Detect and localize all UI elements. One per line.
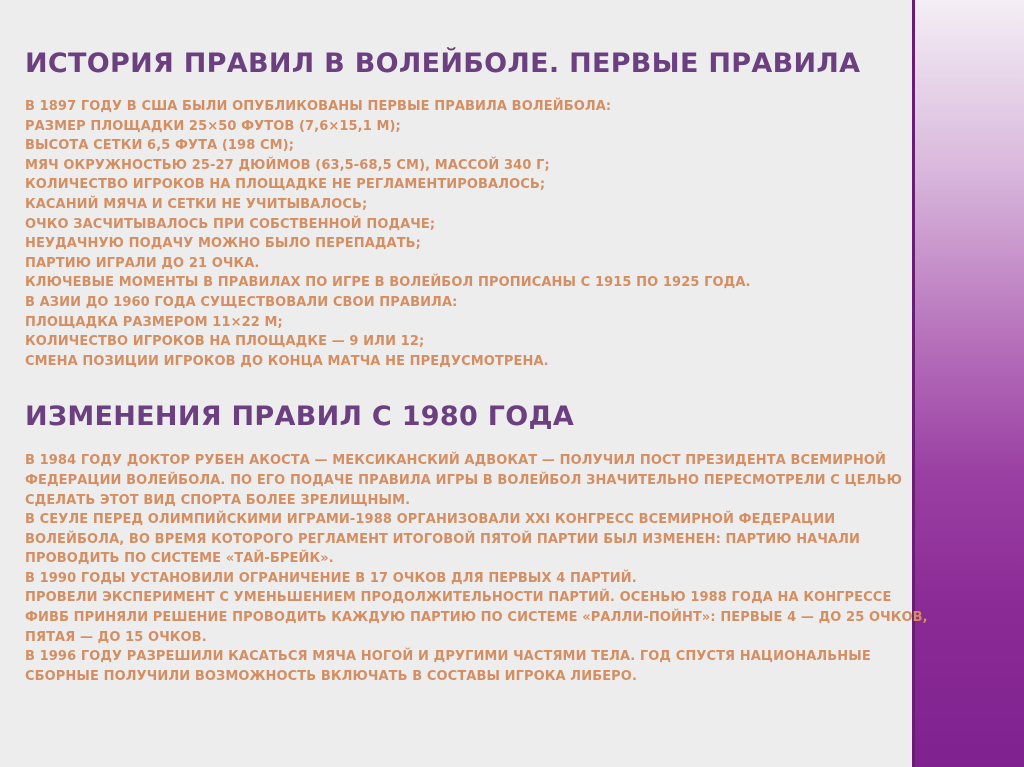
text-line: СДЕЛАТЬ ЭТОТ ВИД СПОРТА БОЛЕЕ ЗРЕЛИЩНЫМ.: [25, 492, 411, 508]
text-line: В 1984 ГОДУ ДОКТОР РУБЕН АКОСТА — МЕКСИКАНСКИЙ АДВОКАТ — ПОЛУЧИЛ ПОСТ ПРЕЗИДЕНТА ВСЕМИРНОЙ: [25, 453, 886, 469]
text-line: ОЧКО ЗАСЧИТЫВАЛОСЬ ПРИ СОБСТВЕННОЙ ПОДАЧЕ;: [25, 216, 436, 232]
text-line: В АЗИИ ДО 1960 ГОДА СУЩЕСТВОВАЛИ СВОИ ПРАВИЛА:: [25, 294, 458, 310]
text-line: КОЛИЧЕСТВО ИГРОКОВ НА ПЛОЩАДКЕ — 9 ИЛИ 12;: [25, 334, 425, 350]
section-title-first-rules: ИСТОРИЯ ПРАВИЛ В ВОЛЕЙБОЛЕ. ПЕРВЫЕ ПРАВИЛА: [25, 48, 861, 79]
text-line: СМЕНА ПОЗИЦИИ ИГРОКОВ ДО КОНЦА МАТЧА НЕ ПРЕДУСМОТРЕНА.: [25, 353, 549, 369]
text-line: ВЫСОТА СЕТКИ 6,5 ФУТА (198 СМ);: [25, 138, 294, 154]
text-line: ПРОВОДИТЬ ПО СИСТЕМЕ «ТАЙ-БРЕЙК».: [25, 551, 334, 567]
text-line: ФИВБ ПРИНЯЛИ РЕШЕНИЕ ПРОВОДИТЬ КАЖДУЮ ПАРТИЮ ПО СИСТЕМЕ «РАЛЛИ-ПОЙНТ»: ПЕРВЫЕ 4 — ДО 25 ОЧКОВ,: [25, 610, 928, 626]
text-line: ВОЛЕЙБОЛА, ВО ВРЕМЯ КОТОРОГО РЕГЛАМЕНТ ИТОГОВОЙ ПЯТОЙ ПАРТИИ БЫЛ ИЗМЕНЕН: ПАРТИЮ НАЧАЛИ: [25, 531, 860, 547]
rule-changes-list: [25, 451, 985, 686]
text-line: ФЕДЕРАЦИИ ВОЛЕЙБОЛА. ПО ЕГО ПОДАЧЕ ПРАВИЛА ИГРЫ В ВОЛЕЙБОЛ ЗНАЧИТЕЛЬНО ПЕРЕСМОТРЕЛИ С ЦЕЛЬЮ: [25, 472, 902, 488]
text-line: КОЛИЧЕСТВО ИГРОКОВ НА ПЛОЩАДКЕ НЕ РЕГЛАМЕНТИРОВАЛОСЬ;: [25, 177, 546, 193]
text-line: В 1996 ГОДУ РАЗРЕШИЛИ КАСАТЬСЯ МЯЧА НОГОЙ И ДРУГИМИ ЧАСТЯМИ ТЕЛА. ГОД СПУСТЯ НАЦИОНАЛЬНЫЕ: [25, 649, 871, 665]
first-rules-section: [25, 48, 985, 371]
text-line: НЕУДАЧНУЮ ПОДАЧУ МОЖНО БЫЛО ПЕРЕПАДАТЬ;: [25, 236, 421, 252]
text-line: ПРОВЕЛИ ЭКСПЕРИМЕНТ С УМЕНЬШЕНИЕМ ПРОДОЛЖИТЕЛЬНОСТИ ПАРТИЙ. ОСЕНЬЮ 1988 ГОДА НА КОНГРЕССЕ: [25, 590, 892, 606]
text-line: МЯЧ ОКРУЖНОСТЬЮ 25-27 ДЮЙМОВ (63,5-68,5 СМ), МАССОЙ 340 Г;: [25, 157, 550, 173]
text-line: ПЯТАЯ — ДО 15 ОЧКОВ.: [25, 629, 207, 645]
section-title-rule-changes: ИЗМЕНЕНИЯ ПРАВИЛ С 1980 ГОДА: [25, 401, 575, 433]
rule-changes-section: [25, 401, 985, 686]
text-line: РАЗМЕР ПЛОЩАДКИ 25×50 ФУТОВ (7,6×15,1 М);: [25, 118, 401, 134]
slide-content: [25, 48, 985, 686]
first-rules-list: [25, 97, 985, 371]
text-line: В СЕУЛЕ ПЕРЕД ОЛИМПИЙСКИМИ ИГРАМИ-1988 ОРГАНИЗОВАЛИ XXI КОНГРЕСС ВСЕМИРНОЙ ФЕДЕРАЦИИ: [25, 512, 836, 528]
text-line: СБОРНЫЕ ПОЛУЧИЛИ ВОЗМОЖНОСТЬ ВКЛЮЧАТЬ В СОСТАВЫ ИГРОКА ЛИБЕРО.: [25, 668, 637, 684]
text-line: КЛЮЧЕВЫЕ МОМЕНТЫ В ПРАВИЛАХ ПО ИГРЕ В ВОЛЕЙБОЛ ПРОПИСАНЫ С 1915 ПО 1925 ГОДА.: [25, 275, 751, 291]
text-line: В 1897 ГОДУ В США БЫЛИ ОПУБЛИКОВАНЫ ПЕРВЫЕ ПРАВИЛА ВОЛЕЙБОЛА:: [25, 99, 612, 114]
text-line: ПЛОЩАДКА РАЗМЕРОМ 11×22 М;: [25, 314, 283, 330]
text-line: КАСАНИЙ МЯЧА И СЕТКИ НЕ УЧИТЫВАЛОСЬ;: [25, 196, 368, 212]
text-line: В 1990 ГОДЫ УСТАНОВИЛИ ОГРАНИЧЕНИЕ В 17 ОЧКОВ ДЛЯ ПЕРВЫХ 4 ПАРТИЙ.: [25, 570, 637, 586]
text-line: ПАРТИЮ ИГРАЛИ ДО 21 ОЧКА.: [25, 255, 260, 271]
